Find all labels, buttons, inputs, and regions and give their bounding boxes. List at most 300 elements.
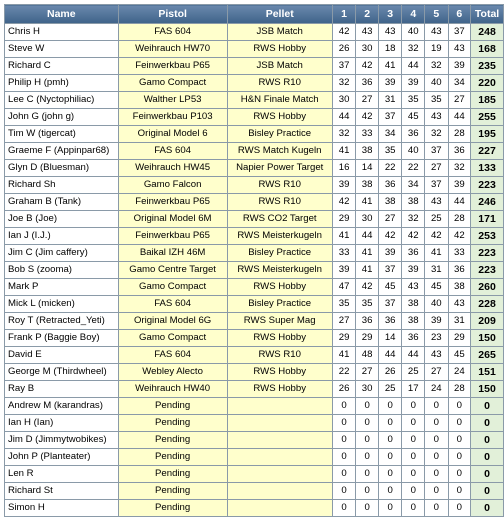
round-1-score-cell: 16 xyxy=(332,160,356,177)
round-1-score-cell: 44 xyxy=(332,109,356,126)
shooter-name-cell: Richard Sh xyxy=(5,177,119,194)
shooter-name-cell: Glyn D (Bluesman) xyxy=(5,160,119,177)
round-4-score-cell: 45 xyxy=(402,109,425,126)
round-6-score-cell: 37 xyxy=(448,24,471,41)
total-score-cell: 260 xyxy=(471,279,504,296)
round-2-score-cell: 0 xyxy=(356,500,379,517)
pistol-cell: Pending xyxy=(118,449,227,466)
pellet-cell: RWS Hobby xyxy=(227,41,332,58)
pellet-cell xyxy=(227,466,332,483)
round-1-score-cell: 35 xyxy=(332,296,356,313)
round-1-score-cell: 37 xyxy=(332,58,356,75)
round-3-score-cell: 27 xyxy=(378,211,402,228)
round-4-score-cell: 44 xyxy=(402,347,425,364)
round-6-score-cell: 36 xyxy=(448,262,471,279)
round-6-score-cell: 0 xyxy=(448,500,471,517)
pistol-cell: Webley Alecto xyxy=(118,364,227,381)
total-score-cell: 0 xyxy=(471,415,504,432)
round-4-score-cell: 40 xyxy=(402,24,425,41)
pistol-cell: FAS 604 xyxy=(118,347,227,364)
round-4-score-cell: 42 xyxy=(402,228,425,245)
round-2-score-cell: 14 xyxy=(356,160,379,177)
round-6-score-cell: 44 xyxy=(448,109,471,126)
table-row xyxy=(5,432,504,449)
pistol-cell: Pending xyxy=(118,466,227,483)
table-row xyxy=(5,177,504,194)
round-4-score-cell: 39 xyxy=(402,75,425,92)
round-3-score-cell: 0 xyxy=(378,415,402,432)
round-6-score-cell: 44 xyxy=(448,194,471,211)
round-1-score-cell: 41 xyxy=(332,347,356,364)
pellet-cell: Napier Power Target xyxy=(227,160,332,177)
round-1-score-cell: 26 xyxy=(332,41,356,58)
round-1-score-cell: 0 xyxy=(332,415,356,432)
round-2-score-cell: 0 xyxy=(356,415,379,432)
round-2-score-cell: 41 xyxy=(356,245,379,262)
round-1-score-cell: 26 xyxy=(332,381,356,398)
shooter-name-cell: Chris H xyxy=(5,24,119,41)
table-row xyxy=(5,228,504,245)
shooter-name-cell: Graham B (Tank) xyxy=(5,194,119,211)
shooter-name-cell: John P (Planteater) xyxy=(5,449,119,466)
round-4-score-cell: 44 xyxy=(402,58,425,75)
round-4-score-cell: 0 xyxy=(402,415,425,432)
round-6-score-cell: 28 xyxy=(448,211,471,228)
round-5-score-cell: 41 xyxy=(425,245,449,262)
table-row xyxy=(5,279,504,296)
total-score-cell: 265 xyxy=(471,347,504,364)
table-row xyxy=(5,466,504,483)
pellet-cell: H&N Finale Match xyxy=(227,92,332,109)
pistol-cell: Weihrauch HW40 xyxy=(118,381,227,398)
round-3-score-cell: 45 xyxy=(378,279,402,296)
round-4-score-cell: 35 xyxy=(402,92,425,109)
total-score-cell: 209 xyxy=(471,313,504,330)
round-6-score-cell: 39 xyxy=(448,177,471,194)
table-row xyxy=(5,398,504,415)
round-3-score-cell: 44 xyxy=(378,347,402,364)
round-6-score-cell: 34 xyxy=(448,75,471,92)
shooter-name-cell: Tim W (tigercat) xyxy=(5,126,119,143)
header-round-6: 6 xyxy=(448,5,471,24)
round-4-score-cell: 0 xyxy=(402,398,425,415)
shooter-name-cell: Lee C (Nyctophiliac) xyxy=(5,92,119,109)
pistol-cell: Pending xyxy=(118,398,227,415)
round-5-score-cell: 27 xyxy=(425,160,449,177)
pistol-cell: Feinwerkbau P103 xyxy=(118,109,227,126)
round-6-score-cell: 33 xyxy=(448,245,471,262)
round-6-score-cell: 43 xyxy=(448,296,471,313)
shooter-name-cell: John G (john g) xyxy=(5,109,119,126)
round-4-score-cell: 0 xyxy=(402,449,425,466)
round-6-score-cell: 28 xyxy=(448,126,471,143)
shooter-name-cell: David E xyxy=(5,347,119,364)
round-4-score-cell: 32 xyxy=(402,211,425,228)
shooter-name-cell: Joe B (Joe) xyxy=(5,211,119,228)
round-1-score-cell: 0 xyxy=(332,500,356,517)
total-score-cell: 171 xyxy=(471,211,504,228)
round-2-score-cell: 29 xyxy=(356,330,379,347)
round-6-score-cell: 0 xyxy=(448,466,471,483)
header-round-3: 3 xyxy=(378,5,402,24)
round-4-score-cell: 38 xyxy=(402,296,425,313)
table-row xyxy=(5,160,504,177)
round-3-score-cell: 0 xyxy=(378,449,402,466)
round-1-score-cell: 22 xyxy=(332,364,356,381)
pistol-cell: Feinwerkbau P65 xyxy=(118,194,227,211)
round-3-score-cell: 0 xyxy=(378,500,402,517)
pellet-cell: RWS Super Mag xyxy=(227,313,332,330)
shooter-name-cell: Philip H (pmh) xyxy=(5,75,119,92)
round-2-score-cell: 42 xyxy=(356,58,379,75)
round-4-score-cell: 17 xyxy=(402,381,425,398)
total-score-cell: 228 xyxy=(471,296,504,313)
header-round-5: 5 xyxy=(425,5,449,24)
round-1-score-cell: 33 xyxy=(332,245,356,262)
round-6-score-cell: 27 xyxy=(448,92,471,109)
round-2-score-cell: 33 xyxy=(356,126,379,143)
round-5-score-cell: 0 xyxy=(425,466,449,483)
shooter-name-cell: Len R xyxy=(5,466,119,483)
round-6-score-cell: 0 xyxy=(448,483,471,500)
shooter-name-cell: Roy T (Retracted_Yeti) xyxy=(5,313,119,330)
round-4-score-cell: 43 xyxy=(402,279,425,296)
results-body xyxy=(5,24,504,517)
round-3-score-cell: 36 xyxy=(378,177,402,194)
pellet-cell: Bisley Practice xyxy=(227,126,332,143)
pellet-cell xyxy=(227,432,332,449)
pistol-cell: Pending xyxy=(118,500,227,517)
round-5-score-cell: 0 xyxy=(425,483,449,500)
pistol-cell: Gamo Compact xyxy=(118,330,227,347)
pellet-cell: RWS Hobby xyxy=(227,381,332,398)
table-row xyxy=(5,500,504,517)
table-row xyxy=(5,24,504,41)
shooter-name-cell: Mark P xyxy=(5,279,119,296)
round-2-score-cell: 30 xyxy=(356,211,379,228)
round-3-score-cell: 0 xyxy=(378,432,402,449)
table-row xyxy=(5,41,504,58)
pellet-cell: RWS Hobby xyxy=(227,109,332,126)
round-3-score-cell: 25 xyxy=(378,381,402,398)
table-row xyxy=(5,194,504,211)
shooter-name-cell: Bob S (zooma) xyxy=(5,262,119,279)
shooter-name-cell: Andrew M (karandras) xyxy=(5,398,119,415)
pellet-cell xyxy=(227,483,332,500)
total-score-cell: 253 xyxy=(471,228,504,245)
round-5-score-cell: 24 xyxy=(425,381,449,398)
round-4-score-cell: 0 xyxy=(402,432,425,449)
total-score-cell: 220 xyxy=(471,75,504,92)
round-2-score-cell: 44 xyxy=(356,228,379,245)
table-row xyxy=(5,364,504,381)
table-row xyxy=(5,126,504,143)
header-round-1: 1 xyxy=(332,5,356,24)
table-row xyxy=(5,92,504,109)
round-5-score-cell: 27 xyxy=(425,364,449,381)
round-6-score-cell: 29 xyxy=(448,330,471,347)
shooter-name-cell: Jim D (Jimmytwobikes) xyxy=(5,432,119,449)
round-5-score-cell: 19 xyxy=(425,41,449,58)
round-5-score-cell: 32 xyxy=(425,58,449,75)
total-score-cell: 0 xyxy=(471,398,504,415)
shooter-name-cell: Mick L (micken) xyxy=(5,296,119,313)
round-2-score-cell: 42 xyxy=(356,109,379,126)
pellet-cell: JSB Match xyxy=(227,24,332,41)
round-1-score-cell: 41 xyxy=(332,143,356,160)
round-4-score-cell: 22 xyxy=(402,160,425,177)
round-3-score-cell: 0 xyxy=(378,483,402,500)
round-4-score-cell: 0 xyxy=(402,466,425,483)
round-4-score-cell: 34 xyxy=(402,177,425,194)
total-score-cell: 133 xyxy=(471,160,504,177)
round-4-score-cell: 0 xyxy=(402,500,425,517)
round-4-score-cell: 0 xyxy=(402,483,425,500)
round-2-score-cell: 43 xyxy=(356,24,379,41)
round-2-score-cell: 0 xyxy=(356,466,379,483)
total-score-cell: 150 xyxy=(471,381,504,398)
round-3-score-cell: 34 xyxy=(378,126,402,143)
round-5-score-cell: 43 xyxy=(425,109,449,126)
round-5-score-cell: 45 xyxy=(425,279,449,296)
round-2-score-cell: 36 xyxy=(356,313,379,330)
round-2-score-cell: 38 xyxy=(356,143,379,160)
pistol-cell: Gamo Falcon xyxy=(118,177,227,194)
total-score-cell: 168 xyxy=(471,41,504,58)
total-score-cell: 223 xyxy=(471,245,504,262)
shooter-name-cell: Richard C xyxy=(5,58,119,75)
round-2-score-cell: 30 xyxy=(356,381,379,398)
round-6-score-cell: 24 xyxy=(448,364,471,381)
round-3-score-cell: 35 xyxy=(378,143,402,160)
round-5-score-cell: 37 xyxy=(425,143,449,160)
round-5-score-cell: 35 xyxy=(425,92,449,109)
round-1-score-cell: 30 xyxy=(332,92,356,109)
round-2-score-cell: 41 xyxy=(356,194,379,211)
round-1-score-cell: 27 xyxy=(332,313,356,330)
round-5-score-cell: 0 xyxy=(425,415,449,432)
total-score-cell: 235 xyxy=(471,58,504,75)
round-1-score-cell: 0 xyxy=(332,449,356,466)
round-5-score-cell: 43 xyxy=(425,194,449,211)
round-1-score-cell: 32 xyxy=(332,75,356,92)
round-2-score-cell: 27 xyxy=(356,92,379,109)
round-2-score-cell: 48 xyxy=(356,347,379,364)
round-5-score-cell: 25 xyxy=(425,211,449,228)
pistol-cell: Gamo Compact xyxy=(118,279,227,296)
round-2-score-cell: 42 xyxy=(356,279,379,296)
round-2-score-cell: 0 xyxy=(356,483,379,500)
round-6-score-cell: 0 xyxy=(448,398,471,415)
round-3-score-cell: 14 xyxy=(378,330,402,347)
pellet-cell: RWS Hobby xyxy=(227,279,332,296)
pistol-cell: Weihrauch HW70 xyxy=(118,41,227,58)
shooter-name-cell: Ian J (I.J.) xyxy=(5,228,119,245)
round-4-score-cell: 38 xyxy=(402,313,425,330)
round-2-score-cell: 38 xyxy=(356,177,379,194)
pellet-cell: RWS R10 xyxy=(227,347,332,364)
round-1-score-cell: 0 xyxy=(332,432,356,449)
total-score-cell: 0 xyxy=(471,432,504,449)
shooter-name-cell: Simon H xyxy=(5,500,119,517)
pistol-cell: Pending xyxy=(118,432,227,449)
round-5-score-cell: 40 xyxy=(425,296,449,313)
table-row xyxy=(5,381,504,398)
shooter-name-cell: George M (Thirdwheel) xyxy=(5,364,119,381)
round-5-score-cell: 39 xyxy=(425,313,449,330)
total-score-cell: 151 xyxy=(471,364,504,381)
round-1-score-cell: 29 xyxy=(332,330,356,347)
pistol-cell: Original Model 6G xyxy=(118,313,227,330)
pellet-cell: RWS R10 xyxy=(227,194,332,211)
round-1-score-cell: 39 xyxy=(332,177,356,194)
total-score-cell: 223 xyxy=(471,262,504,279)
pistol-cell: FAS 604 xyxy=(118,296,227,313)
total-score-cell: 195 xyxy=(471,126,504,143)
header-pistol: Pistol xyxy=(118,5,227,24)
round-3-score-cell: 37 xyxy=(378,296,402,313)
pistol-cell: Original Model 6M xyxy=(118,211,227,228)
header-round-2: 2 xyxy=(356,5,379,24)
round-1-score-cell: 39 xyxy=(332,262,356,279)
shooter-name-cell: Ian H (Ian) xyxy=(5,415,119,432)
round-5-score-cell: 0 xyxy=(425,432,449,449)
total-score-cell: 255 xyxy=(471,109,504,126)
total-score-cell: 0 xyxy=(471,449,504,466)
shooter-name-cell: Ray B xyxy=(5,381,119,398)
header-row xyxy=(5,5,504,24)
table-row xyxy=(5,143,504,160)
round-1-score-cell: 0 xyxy=(332,483,356,500)
round-5-score-cell: 43 xyxy=(425,24,449,41)
shooter-name-cell: Richard St xyxy=(5,483,119,500)
pellet-cell: RWS Match Kugeln xyxy=(227,143,332,160)
pellet-cell: RWS Hobby xyxy=(227,364,332,381)
round-2-score-cell: 27 xyxy=(356,364,379,381)
table-row xyxy=(5,347,504,364)
results-table xyxy=(4,4,504,517)
pistol-cell: FAS 604 xyxy=(118,143,227,160)
round-1-score-cell: 47 xyxy=(332,279,356,296)
round-3-score-cell: 42 xyxy=(378,228,402,245)
round-5-score-cell: 43 xyxy=(425,347,449,364)
pellet-cell xyxy=(227,398,332,415)
round-6-score-cell: 0 xyxy=(448,432,471,449)
total-score-cell: 248 xyxy=(471,24,504,41)
pistol-cell: Original Model 6 xyxy=(118,126,227,143)
round-6-score-cell: 28 xyxy=(448,381,471,398)
round-2-score-cell: 0 xyxy=(356,398,379,415)
total-score-cell: 0 xyxy=(471,466,504,483)
total-score-cell: 150 xyxy=(471,330,504,347)
pellet-cell: Bisley Practice xyxy=(227,296,332,313)
round-5-score-cell: 32 xyxy=(425,126,449,143)
round-1-score-cell: 41 xyxy=(332,228,356,245)
table-row xyxy=(5,245,504,262)
round-6-score-cell: 0 xyxy=(448,449,471,466)
round-4-score-cell: 36 xyxy=(402,245,425,262)
shooter-name-cell: Jim C (Jim caffery) xyxy=(5,245,119,262)
round-5-score-cell: 0 xyxy=(425,449,449,466)
pellet-cell: RWS Meisterkugeln xyxy=(227,262,332,279)
total-score-cell: 227 xyxy=(471,143,504,160)
header-name: Name xyxy=(5,5,119,24)
round-6-score-cell: 42 xyxy=(448,228,471,245)
round-6-score-cell: 39 xyxy=(448,58,471,75)
round-2-score-cell: 30 xyxy=(356,41,379,58)
pistol-cell: Baikal IZH 46M xyxy=(118,245,227,262)
round-3-score-cell: 36 xyxy=(378,313,402,330)
total-score-cell: 223 xyxy=(471,177,504,194)
round-5-score-cell: 40 xyxy=(425,75,449,92)
pistol-cell: Gamo Compact xyxy=(118,75,227,92)
table-row xyxy=(5,483,504,500)
round-5-score-cell: 0 xyxy=(425,398,449,415)
pistol-cell: Feinwerkbau P65 xyxy=(118,228,227,245)
round-4-score-cell: 40 xyxy=(402,143,425,160)
round-1-score-cell: 29 xyxy=(332,211,356,228)
round-3-score-cell: 37 xyxy=(378,109,402,126)
round-2-score-cell: 41 xyxy=(356,262,379,279)
total-score-cell: 0 xyxy=(471,483,504,500)
total-score-cell: 246 xyxy=(471,194,504,211)
round-5-score-cell: 37 xyxy=(425,177,449,194)
pistol-cell: Pending xyxy=(118,415,227,432)
round-1-score-cell: 0 xyxy=(332,466,356,483)
round-4-score-cell: 38 xyxy=(402,194,425,211)
round-4-score-cell: 32 xyxy=(402,41,425,58)
pellet-cell: JSB Match xyxy=(227,58,332,75)
round-3-score-cell: 22 xyxy=(378,160,402,177)
pellet-cell: RWS R10 xyxy=(227,75,332,92)
round-5-score-cell: 42 xyxy=(425,228,449,245)
round-1-score-cell: 42 xyxy=(332,194,356,211)
header-total: Total xyxy=(471,5,504,24)
shooter-name-cell: Frank P (Baggie Boy) xyxy=(5,330,119,347)
round-1-score-cell: 32 xyxy=(332,126,356,143)
table-row xyxy=(5,415,504,432)
round-4-score-cell: 36 xyxy=(402,126,425,143)
pellet-cell xyxy=(227,449,332,466)
pellet-cell: RWS Hobby xyxy=(227,330,332,347)
round-3-score-cell: 37 xyxy=(378,262,402,279)
total-score-cell: 185 xyxy=(471,92,504,109)
round-6-score-cell: 38 xyxy=(448,279,471,296)
round-6-score-cell: 0 xyxy=(448,415,471,432)
round-3-score-cell: 31 xyxy=(378,92,402,109)
pellet-cell xyxy=(227,500,332,517)
header-pellet: Pellet xyxy=(227,5,332,24)
total-score-cell: 0 xyxy=(471,500,504,517)
round-3-score-cell: 39 xyxy=(378,75,402,92)
round-3-score-cell: 0 xyxy=(378,398,402,415)
pellet-cell: RWS R10 xyxy=(227,177,332,194)
round-3-score-cell: 43 xyxy=(378,24,402,41)
table-row xyxy=(5,449,504,466)
pellet-cell: Bisley Practice xyxy=(227,245,332,262)
table-row xyxy=(5,58,504,75)
table-row xyxy=(5,313,504,330)
shooter-name-cell: Graeme F (Appinpar68) xyxy=(5,143,119,160)
pellet-cell: RWS Meisterkugeln xyxy=(227,228,332,245)
table-row xyxy=(5,75,504,92)
round-3-score-cell: 0 xyxy=(378,466,402,483)
round-5-score-cell: 31 xyxy=(425,262,449,279)
table-row xyxy=(5,211,504,228)
round-2-score-cell: 0 xyxy=(356,449,379,466)
table-row xyxy=(5,296,504,313)
round-1-score-cell: 42 xyxy=(332,24,356,41)
